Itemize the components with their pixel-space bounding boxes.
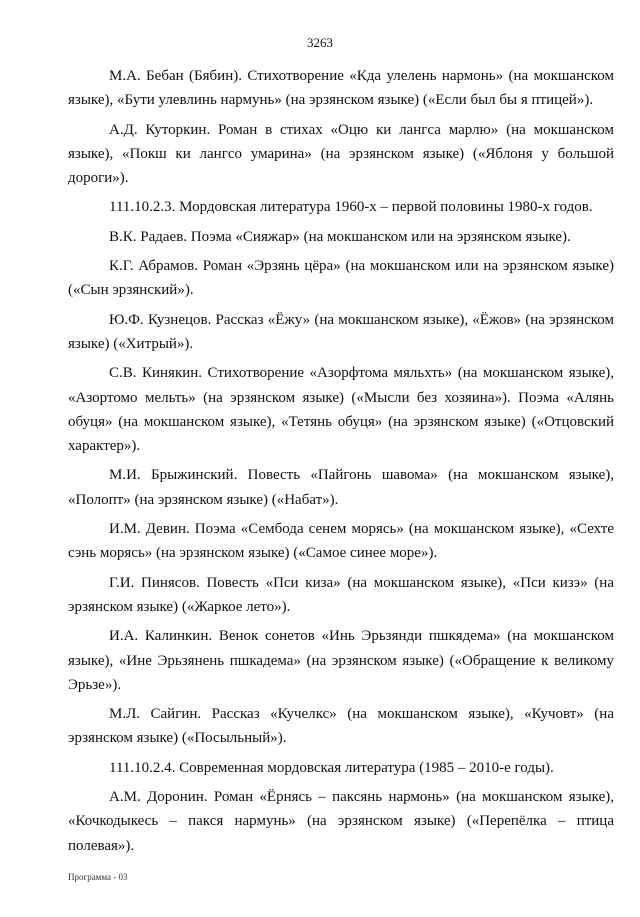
paragraph-saygin: М.Л. Сайгин. Рассказ «Кучелкс» (на мокшанском языке), «Кучовт» (на эрзянском языке) («Посыльный»). [68, 706, 614, 747]
paragraph-devin: И.М. Девин. Поэма «Сембода сенем морясь» (на мокшанском языке), «Сехте сэнь морясь» (на эрзянском языке) («Самое синее море»). [68, 521, 614, 562]
paragraph-kalinkin: И.А. Калинкин. Венок сонетов «Инь Эрьзянди пшкядема» (на мокшанском языке), «Ине Эрьзянень пшкадема» (на эрзянском языке) («Обращение к великому Эрьзе»). [68, 628, 614, 693]
page-number: 3263 [307, 35, 333, 50]
paragraph-kuznetsov: Ю.Ф. Кузнецов. Рассказ «Ёжу» (на мокшанском языке), «Ёжов» (на эрзянском языке) («Хитрый»). [68, 311, 614, 352]
document-body [68, 64, 614, 863]
paragraph-radaev: В.К. Радаев. Поэма «Сияжар» (на мокшанском или на эрзянском языке). [109, 228, 571, 245]
paragraph-doronin: А.М. Доронин. Роман «Ёрнясь – паксянь нармонь» (на мокшанском языке), «Кочкодыкесь – пакся нармунь» (на эрзянском языке) («Перепёлка – птица полевая»). [68, 789, 614, 854]
footer-program-label: Программа - 03 [68, 872, 128, 882]
paragraph-kutorkin: А.Д. Куторкин. Роман в стихах «Оцю ки лангса марлю» (на мокшанском языке), «Покш ки лангсо умарина» (на эрзянском языке) («Яблоня у большой дороги»). [68, 121, 614, 187]
paragraph-pinyasov: Г.И. Пинясов. Повесть «Пси киза» (на мокшанском языке), «Пси кизэ» (на эрзянском языке) («Жаркое лето»). [68, 574, 614, 615]
paragraph-abramov: К.Г. Абрамов. Роман «Эрзянь цёра» (на мокшанском или на эрзянском языке) («Сын эрзянский»). [68, 258, 614, 299]
section-heading-modern: 111.10.2.4. Современная мордовская литература (1985 – 2010-е годы). [109, 759, 554, 776]
paragraph-kinyakin: С.В. Кинякин. Стихотворение «Азорфтома мяльхть» (на мокшанском языке), «Азортомо мельть» (на эрзянском языке) («Мысли без хозяина»). Поэма «Алянь обуця» (на мокшанском языке), «Тетянь обуця» (на эрзянском языке) («Отцовский характер»). [68, 365, 614, 455]
section-heading-1960-1980: 111.10.2.3. Мордовская литература 1960-х – первой половины 1980-х годов. [109, 199, 593, 216]
paragraph-beban: М.А. Бебан (Бябин). Стихотворение «Кда улелень нармонь» (на мокшанском языке), «Бути улевлинь нармунь» (на эрзянском языке) («Если был бы я птицей»). [68, 68, 614, 109]
paragraph-bryzhinsky: М.И. Брыжинский. Повесть «Пайгонь шавома» (на мокшанском языке), «Полопт» (на эрзянском языке) («Набат»). [68, 467, 614, 508]
